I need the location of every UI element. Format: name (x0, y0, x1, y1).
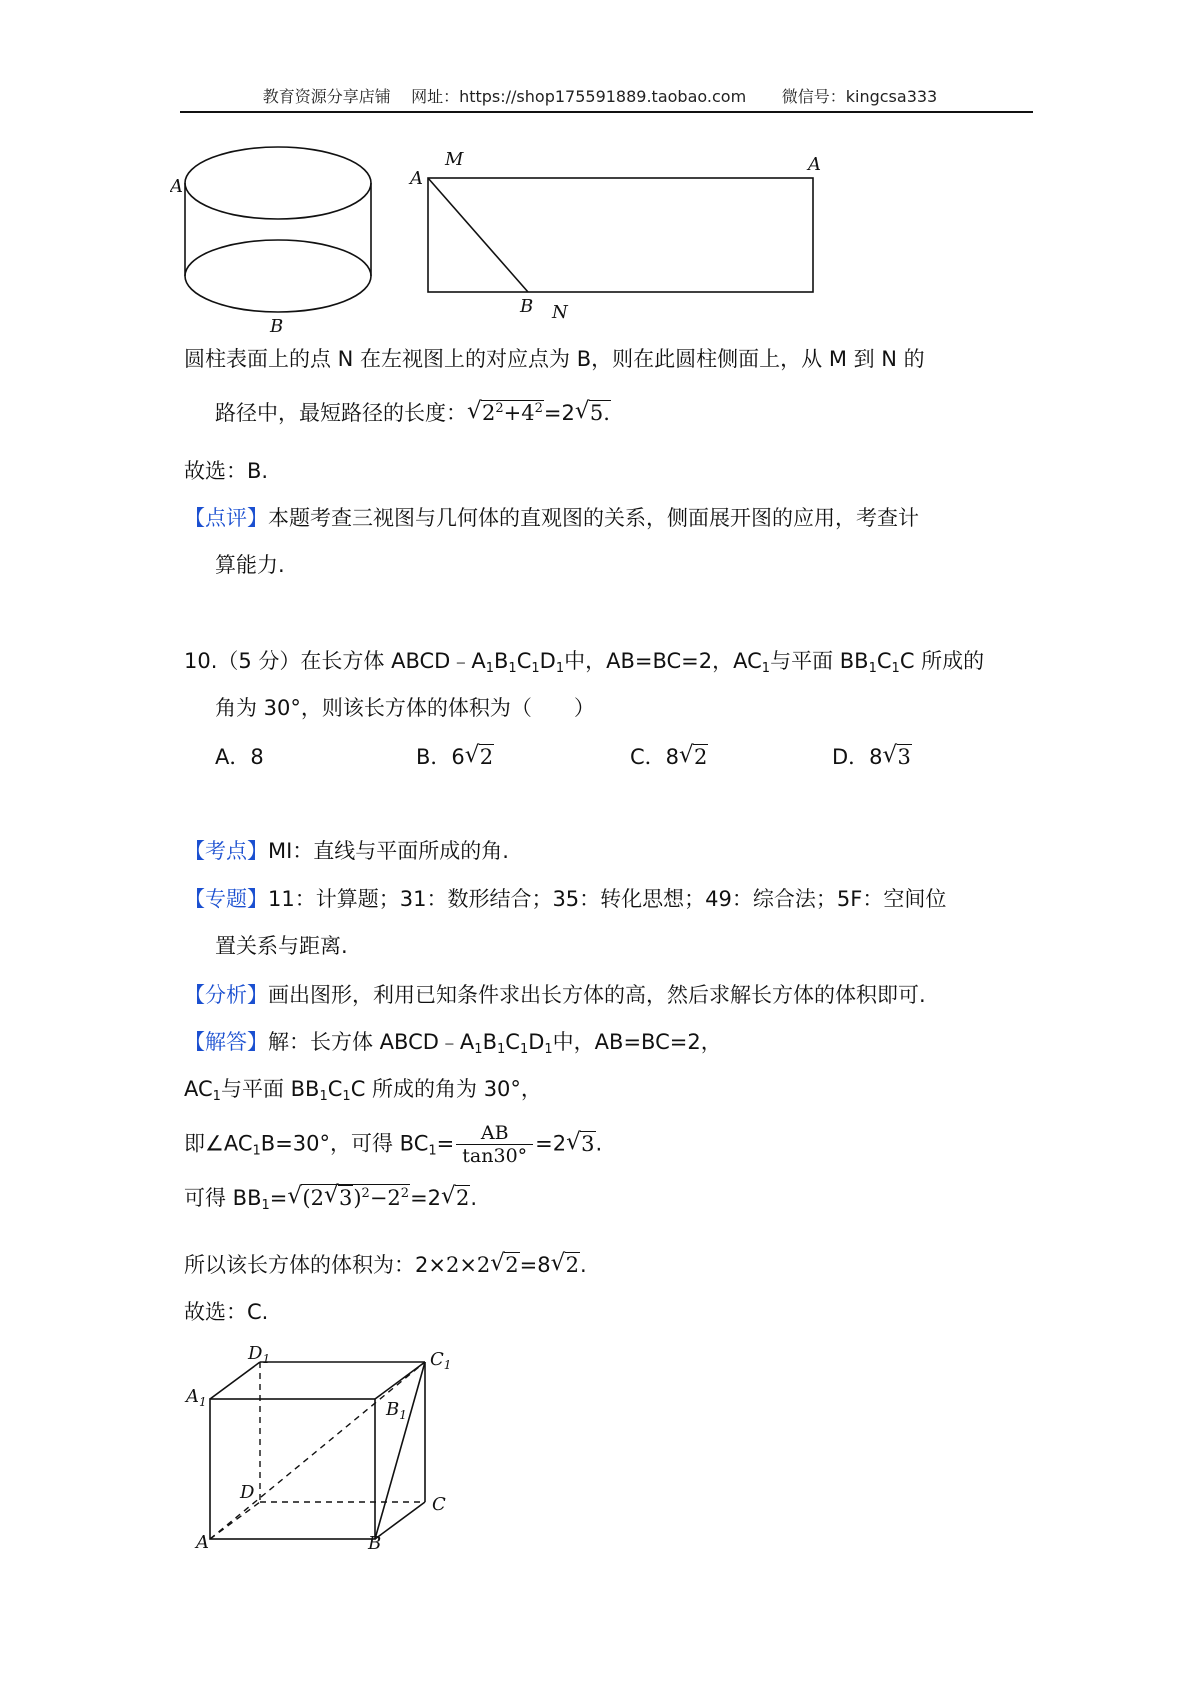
label-d1: $D_1$ (248, 1345, 271, 1366)
label-d: D (240, 1482, 255, 1503)
figure-cylinder-unfold (170, 130, 850, 340)
unfold-rectangle-drawing (428, 178, 813, 292)
option-value: 8 (665, 745, 680, 769)
jieda-line4 (184, 1183, 477, 1213)
q10-option-c (630, 742, 708, 772)
option-value: 6 (451, 745, 465, 769)
sub: 1 (531, 661, 540, 676)
header-rule (180, 111, 1033, 113)
l3-a: 即∠AC (184, 1131, 253, 1156)
comment-text: 本题考查三视图与几何体的直观图的关系，侧面展开图的应用，考查计 (268, 506, 919, 530)
rect-label-a-right: A (808, 154, 821, 175)
l4-b: = (269, 1186, 288, 1210)
sqrt-expression: √ $2^2+4^2$ (467, 398, 544, 428)
kaodian-text: MI：直线与平面所成的角. (268, 839, 509, 863)
sqrt-symbol: √ 2 (679, 742, 708, 772)
label-a: A (196, 1532, 209, 1550)
label-a1: $A_1$ (186, 1386, 207, 1409)
l2-b: 与平面 BB (220, 1077, 320, 1101)
jieda-line2 (184, 1074, 542, 1104)
sub: 1 (891, 661, 900, 676)
period: . (470, 1186, 478, 1210)
l5-a: 所以该长方体的体积为：2× (184, 1253, 446, 1277)
sub: 1 (342, 1089, 351, 1104)
jieda-c: C (505, 1030, 520, 1054)
l4-c: =2 (410, 1186, 442, 1210)
l3-c: = (436, 1131, 455, 1156)
frac-num: AB (456, 1122, 533, 1145)
page-header: 教育资源分享店铺 网址：https://shop175591889.taobao.com 微信号：kingcsa333 (262, 87, 938, 106)
sol9-line2-text: 路径中，最短路径的长度： (215, 401, 467, 425)
option-letter: C． (630, 745, 666, 769)
fenxi-text: 画出图形，利用已知条件求出长方体的高，然后求解长方体的体积即可. (268, 983, 926, 1007)
sol9-line1: 圆柱表面上的点 N 在左视图上的对应点为 B，则在此圆柱侧面上，从 M 到 N 的 (184, 347, 925, 371)
fenxi-tag: 【分析】 (184, 983, 268, 1007)
jieda-d: D (528, 1030, 545, 1054)
sub: 1 (261, 1198, 270, 1213)
label-b1: $B_1$ (386, 1399, 407, 1422)
zhuanti-line (184, 884, 946, 914)
l2-c: C 所成的角为 30°， (350, 1077, 542, 1101)
sqrt-five: √ 5. (575, 398, 611, 428)
sqrt-symbol: √ 2 (465, 742, 494, 772)
cuboid-hidden-edges (210, 1362, 425, 1539)
sub: 1 (252, 1143, 261, 1159)
l5-c: =8 (519, 1253, 551, 1277)
l2-c-letter: C (327, 1077, 343, 1101)
sub: 1 (319, 1089, 328, 1104)
q10-stem-g: C (876, 649, 892, 673)
sol9-result: =2 (543, 401, 575, 425)
zhuanti-line2: 置关系与距离. (215, 934, 348, 958)
sqrt-two: √ 2 (490, 1250, 519, 1280)
sub: 1 (761, 661, 771, 676)
q10-stem-d: D (539, 649, 556, 673)
label-b: B (368, 1533, 382, 1550)
frac-den: tan30° (462, 1145, 528, 1167)
jieda-line1 (184, 1027, 722, 1057)
l3-b: B=30°，可得 BC (260, 1131, 429, 1156)
q10-stem-f: 与平面 BB (770, 649, 869, 673)
sqrt-symbol: √ 3 (883, 742, 912, 772)
sqrt-two: √ 2 (551, 1250, 580, 1280)
rect-label-n: N (552, 302, 568, 323)
sub: 1 (519, 1042, 529, 1057)
jieda-b: B (482, 1030, 497, 1054)
option-letter: B． (416, 745, 452, 769)
q10-stem-b: B (494, 649, 509, 673)
zhuanti-tag: 【专题】 (184, 887, 268, 911)
period: . (580, 1253, 587, 1277)
sol9-comment (184, 503, 919, 533)
cyl-label-b: B (270, 316, 284, 337)
figure-cuboid (180, 1345, 480, 1550)
q10-option-a (215, 742, 264, 772)
sol9-comment-cont: 算能力. (215, 553, 285, 577)
l2-a: AC (184, 1077, 213, 1101)
l4-a: 可得 BB (184, 1186, 262, 1210)
sqrt-two: √ 2 (441, 1183, 470, 1213)
sub: 1 (555, 661, 565, 676)
rect-label-b: B (520, 296, 534, 317)
q10-stem-line1 (184, 646, 984, 676)
l5-b: 2×2 (445, 1253, 491, 1277)
zhuanti-text: 11：计算题；31：数形结合；35：转化思想；49：综合法；5F：空间位 (268, 887, 947, 911)
sub: 1 (212, 1089, 221, 1104)
l3-d: =2 (535, 1131, 567, 1156)
jieda-choose: 故选：C. (184, 1300, 269, 1324)
sol9-line2 (215, 398, 611, 428)
comment-tag: 【点评】 (184, 506, 268, 530)
sub: 1 (508, 661, 517, 676)
label-c1: $C_1$ (430, 1349, 452, 1372)
q10-option-b (416, 742, 494, 772)
rect-label-a-left: A (410, 168, 423, 189)
q10-stem-a: 10.（5 分）在长方体 ABCD﹣A (184, 649, 486, 673)
kaodian-tag: 【考点】 (184, 839, 268, 863)
sub: 1 (868, 661, 877, 676)
sqrt-three: √ 3 (566, 1129, 595, 1159)
q10-stem-h: C 所成的 (899, 649, 985, 673)
cyl-label-a: A (170, 176, 183, 197)
jieda-tag: 【解答】 (184, 1030, 268, 1054)
jieda-line5 (184, 1250, 587, 1280)
option-letter: D． (832, 745, 870, 769)
q10-stem-e: 中，AB=BC=2，AC (564, 649, 762, 673)
sub: 1 (496, 1042, 506, 1057)
period: . (595, 1131, 603, 1156)
cylinder-drawing (185, 147, 371, 312)
label-c: C (432, 1494, 446, 1515)
option-letter: A． (215, 745, 251, 769)
sqrt-expression-bb1: √ (2√ $3)^2-2^2$ (287, 1183, 410, 1213)
jieda-line3 (184, 1122, 602, 1167)
fenxi-line (184, 980, 926, 1010)
q10-stem-c: C (516, 649, 532, 673)
q10-stem-line2: 角为 30°，则该长方体的体积为（ ） (215, 696, 595, 720)
option-value: 8 (250, 745, 264, 769)
fraction-ab-tan30 (456, 1122, 533, 1167)
sol9-choose: 故选：B. (184, 459, 269, 483)
sub: 1 (485, 661, 494, 676)
kaodian-line (184, 836, 509, 866)
jieda-text: 解：长方体 ABCD﹣A (268, 1030, 475, 1054)
rect-label-m: M (445, 149, 464, 170)
option-value: 8 (869, 745, 883, 769)
sub: 1 (428, 1143, 437, 1159)
q10-option-d (832, 742, 912, 772)
jieda-text-b: 中，AB=BC=2， (552, 1030, 722, 1054)
sub: 1 (474, 1042, 483, 1057)
sub: 1 (544, 1042, 553, 1057)
